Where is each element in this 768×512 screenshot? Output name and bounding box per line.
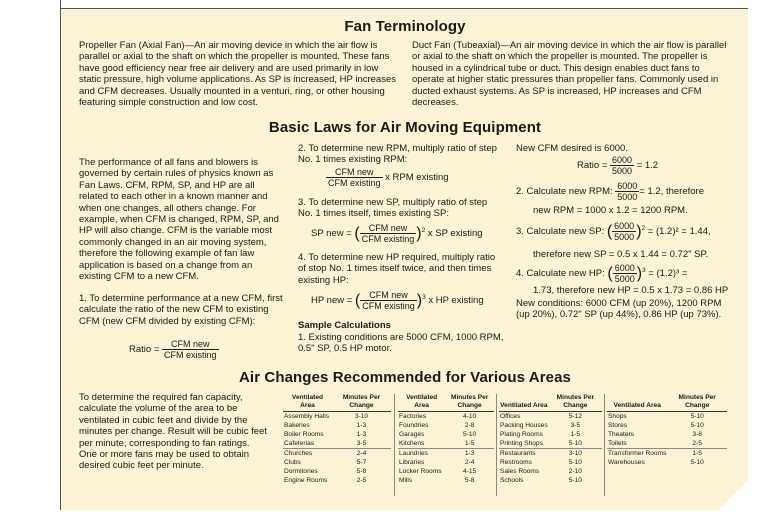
- fraction-denominator: CFM existing: [362, 301, 415, 311]
- table-row: [607, 421, 727, 430]
- minutes-cell: 1-3: [464, 450, 475, 457]
- number-fraction: [615, 181, 639, 202]
- table-row: [398, 449, 494, 459]
- paren-open: (: [607, 265, 613, 282]
- column-header-minutes: Minutes Per Change: [445, 394, 494, 412]
- duct-fan-text: Duct Fan (Tubeaxial)—An air moving device in which the air flow is parallel or axial to the shaft on which the propeller is mounted. The propeller is housed in a cylindrical tube or duct. This design enables duct fans to operate at higher static pressures than propeller fans. Commonly used in ducted exhaust systems. As SP is increased, HP increases and CFM decreases.: [412, 40, 727, 109]
- column-header-area: Ventilated Area: [398, 394, 445, 412]
- area-cell: Boiler Rooms: [284, 431, 324, 438]
- folded-corner: [718, 480, 748, 510]
- table-row: [499, 412, 602, 422]
- area-cell: Cafeterias: [283, 439, 332, 449]
- minutes-cell: 5-12: [568, 413, 582, 420]
- hp-formula: [311, 290, 484, 311]
- column-header-minutes: Minutes Per Change: [667, 394, 727, 412]
- area-cell: Assembly Halls: [284, 413, 330, 420]
- minutes-cell: 3-10: [354, 413, 369, 420]
- ratio-label: Ratio =: [129, 344, 160, 356]
- sp-formula-tail: x SP existing: [427, 228, 483, 240]
- ratio-formula: [129, 339, 219, 360]
- table-row: [398, 467, 494, 476]
- table-row: [499, 458, 602, 467]
- column-header-minutes: Minutes Per Change: [549, 394, 602, 412]
- table-row: [607, 439, 727, 449]
- law1-text: 1. To determine performance at a new CFM, first calculate the ratio of the new CFM to existing CFM (new CFM divided by existing CFM):: [79, 293, 283, 327]
- fraction-numerator: CFM new: [326, 167, 383, 178]
- minutes-cell: 5-8: [356, 468, 367, 475]
- sample-ratio-value: = 1.2: [636, 160, 659, 172]
- area-cell: Foundries: [399, 422, 429, 429]
- table-row: [607, 430, 727, 439]
- number-fraction: [612, 221, 636, 242]
- cfm-fraction: [360, 290, 417, 311]
- number-fraction: [610, 155, 634, 176]
- fraction-numerator: CFM new: [360, 223, 417, 234]
- exponent: 3: [422, 293, 426, 301]
- calc-hp-label: 4. Calculate new HP:: [516, 268, 605, 280]
- cfm-fraction: [162, 339, 219, 360]
- sample-step1-text: 1. Existing conditions are 5000 CFM, 1000 RPM, 0.5" SP, 0.5 HP motor.: [298, 332, 504, 355]
- fraction-denominator: 5000: [614, 232, 635, 242]
- table-row: [607, 458, 727, 467]
- calc-rpm-conclusion: new RPM = 1000 x 1.2 = 1200 RPM.: [533, 205, 688, 216]
- minutes-cell: 5-10: [690, 459, 704, 466]
- minutes-cell: 5-8: [464, 477, 475, 484]
- sp-formula: [311, 223, 483, 244]
- sp-new-label: SP new =: [311, 228, 352, 240]
- paren-close: ): [416, 225, 422, 242]
- table-header-row: [607, 394, 727, 412]
- calc-sp-label: 3. Calculate new SP:: [516, 226, 605, 238]
- area-cell: Theaters: [608, 431, 635, 438]
- table-header-row: [398, 394, 494, 412]
- fraction-numerator: 6000: [617, 181, 638, 191]
- fraction-numerator: CFM new: [162, 339, 219, 350]
- area-cell: Clubs: [284, 459, 301, 466]
- minutes-cell: 5-10: [463, 431, 477, 438]
- calc-hp-line: [516, 263, 687, 284]
- column-header-area: Ventilated Area: [499, 394, 549, 412]
- table-row: [283, 476, 391, 485]
- paren-open: (: [606, 223, 613, 240]
- minutes-cell: 2-5: [356, 477, 367, 484]
- column-header-minutes: Minutes Per Change: [332, 394, 391, 412]
- sample-ratio: [577, 155, 658, 176]
- table-row: [398, 412, 494, 422]
- minutes-cell: 5-10: [690, 422, 704, 429]
- table-row: [283, 467, 391, 476]
- area-cell: Transformer Rooms: [608, 450, 667, 457]
- table-row: [398, 476, 494, 485]
- table-row: [607, 412, 727, 422]
- area-cell: Printing Shops: [499, 439, 549, 449]
- table-header-row: [283, 394, 391, 412]
- table-row: [499, 439, 602, 449]
- area-cell: Stores: [608, 422, 628, 429]
- sample-calculations-heading: Sample Calculations: [298, 320, 391, 331]
- minutes-cell: 1-3: [356, 431, 367, 438]
- air-changes-table-col4: [607, 394, 727, 467]
- propeller-fan-text: Propeller Fan (Axial Fan)—An air moving device in which the air flow is parallel or axial to the shaft on which the propeller is mounted. These fans have good efficiency near free air delivery and are used primarily in low static pressure, high volume applications. As SP is increased, HP increases and CFM decreases. Usually mounted in a venturi, ring, or other housing featuring simple construction and low cost.: [79, 40, 397, 109]
- minutes-cell: 1-5: [692, 450, 702, 457]
- calc-rpm-label: 2. Calculate new RPM:: [516, 186, 613, 198]
- table-row: [499, 467, 602, 476]
- minutes-cell: 1-3: [356, 422, 367, 429]
- minutes-cell: 3-10: [568, 450, 582, 457]
- area-cell: Libraries: [399, 459, 425, 466]
- paren-open: (: [354, 225, 360, 242]
- area-cell: Garages: [399, 431, 425, 438]
- fraction-numerator: 6000: [612, 155, 633, 165]
- fraction-numerator: 6000: [614, 221, 635, 231]
- area-cell: Bakeries: [284, 422, 310, 429]
- minutes-cell: 5-10: [549, 439, 602, 449]
- paren-open: (: [354, 292, 361, 309]
- minutes-cell: 4-10: [463, 413, 477, 420]
- minutes-cell: 2-8: [464, 422, 475, 429]
- area-cell: Engine Rooms: [284, 477, 328, 484]
- new-cfm-desired: New CFM desired is 6000.: [516, 143, 628, 154]
- law4-text: 4. To determine new HP required, multiply ratio of stop No. 1 times itself twice, and then times existing HP:: [298, 252, 496, 286]
- minutes-cell: 1-5: [570, 431, 581, 438]
- table-row: [398, 430, 494, 439]
- top-rule: [60, 0, 61, 8]
- minutes-cell: 5-10: [568, 459, 582, 466]
- laws-intro-text: The performance of all fans and blowers is governed by certain rules of physics known as Fan Laws. CFM, RPM, SP, and HP are all related to each other in a known manner and when one changes, all others change. For example, when CFM is changed, RPM, SP, and HP will also change. CFM is the variable most commonly changed in an air moving system, therefore the following example of fan law application is based on a change from an existing CFM to a new CFM.: [79, 157, 279, 283]
- fraction-numerator: 6000: [614, 263, 635, 273]
- minutes-cell: 2-5: [667, 439, 727, 449]
- minutes-cell: 5-7: [356, 459, 367, 466]
- minutes-cell: 5-10: [690, 413, 704, 420]
- air-changes-title: Air Changes Recommended for Various Areas: [239, 369, 571, 386]
- area-cell: Churches: [284, 450, 313, 457]
- air-changes-intro: To determine the required fan capacity, calculate the volume of the area to be ventilated in cubic feet and divide by the minutes per change. Result will be cubic feet per minute, corresponding to fan ratings. One or more fans may be used to obtain desired cubic feet per minute.: [79, 392, 267, 472]
- column-header-area: Ventilated Area: [283, 394, 332, 412]
- fan-terminology-title: Fan Terminology: [344, 18, 466, 35]
- exponent: 2: [421, 226, 426, 234]
- area-cell: Locker Rooms: [399, 468, 442, 475]
- exponent: 2: [641, 224, 646, 232]
- fraction-denominator: CFM existing: [328, 178, 381, 188]
- calc-sp-line: [516, 221, 711, 242]
- sample-ratio-label: Ratio =: [577, 160, 608, 172]
- minutes-cell: 3-5: [332, 439, 391, 449]
- area-cell: Factories: [399, 413, 427, 420]
- table-row: [499, 476, 602, 485]
- fan-info-card: [60, 8, 748, 510]
- air-changes-table-col2: [398, 394, 494, 485]
- column-divider: [394, 394, 395, 496]
- hp-new-label: HP new =: [311, 295, 353, 307]
- minutes-cell: 5-10: [568, 477, 582, 484]
- fraction-denominator: CFM existing: [361, 234, 415, 244]
- table-row: [398, 439, 494, 449]
- area-cell: Laundries: [399, 450, 428, 457]
- minutes-cell: 4-15: [463, 468, 477, 475]
- exponent: 3: [642, 266, 646, 274]
- new-conditions-text: New conditions: 6000 CFM (up 20%), 1200 RPM (up 20%), 0.72" SP (up 44%), 0.86 HP (up 73%).: [516, 298, 722, 321]
- fraction-denominator: 5000: [617, 192, 638, 202]
- area-cell: Shops: [608, 413, 627, 420]
- table-row: [283, 449, 391, 459]
- area-cell: Restaurants: [500, 450, 536, 457]
- table-row: [499, 449, 602, 459]
- minutes-cell: 3-5: [570, 422, 581, 429]
- table-row: [283, 421, 391, 430]
- column-header-area: Ventilated Area: [607, 394, 667, 412]
- rpm-formula-tail: x RPM existing: [385, 172, 449, 184]
- rpm-formula: [326, 167, 449, 188]
- fraction-denominator: 5000: [614, 274, 635, 284]
- calc-hp-conclusion: 1.73, therefore new HP = 0.5 x 1.73 = 0.86 HP: [533, 285, 729, 296]
- fraction-denominator: 5000: [612, 166, 633, 176]
- minutes-cell: 2-4: [356, 450, 367, 457]
- calc-sp-result: = (1.2)² = 1.44,: [647, 226, 711, 238]
- area-cell: Plating Rooms: [500, 431, 543, 438]
- minutes-cell: 2-10: [568, 468, 582, 475]
- law3-text: 3. To determine new SP, multiply ratio of step No. 1 times itself, times existing SP:: [298, 197, 488, 220]
- table-row: [607, 449, 727, 459]
- cfm-fraction: [360, 223, 417, 244]
- minutes-cell: 1-5: [445, 439, 494, 449]
- calc-hp-result: = (1.2)³ =: [648, 268, 688, 280]
- calc-sp-conclusion: therefore new SP = 0.5 x 1.44 = 0.72" SP.: [533, 249, 709, 260]
- area-cell: Schools: [500, 477, 524, 484]
- column-divider: [496, 394, 497, 496]
- table-row: [499, 421, 602, 430]
- area-cell: Dormitories: [284, 468, 318, 475]
- table-row: [283, 412, 391, 422]
- air-changes-table-col1: [283, 394, 391, 485]
- table-row: [283, 430, 391, 439]
- paren-close: ): [416, 292, 423, 309]
- area-cell: Toilets: [607, 439, 667, 449]
- area-cell: Warehouses: [608, 459, 645, 466]
- area-cell: Sales Rooms: [500, 468, 540, 475]
- minutes-cell: 3-8: [692, 431, 702, 438]
- calc-rpm-line: [516, 181, 704, 202]
- paren-close: ): [636, 223, 642, 240]
- fraction-numerator: CFM new: [360, 290, 417, 301]
- hp-formula-tail: x HP existing: [428, 295, 484, 307]
- table-row: [398, 421, 494, 430]
- minutes-cell: 2-4: [464, 459, 475, 466]
- basic-laws-title: Basic Laws for Air Moving Equipment: [268, 119, 542, 136]
- cfm-fraction: [326, 167, 383, 188]
- area-cell: Kitchens: [398, 439, 445, 449]
- table-row: [398, 458, 494, 467]
- area-cell: Mills: [399, 477, 413, 484]
- law2-text: 2. To determine new RPM, multiply ratio of step No. 1 times existing RPM:: [298, 143, 497, 166]
- table-row: [499, 430, 602, 439]
- calc-rpm-result: = 1.2, therefore: [639, 186, 704, 198]
- area-cell: Packing Houses: [500, 422, 548, 429]
- column-divider: [604, 394, 605, 496]
- area-cell: Restrooms: [500, 459, 532, 466]
- area-cell: Offices: [500, 413, 521, 420]
- paren-close: ): [636, 265, 643, 282]
- table-row: [283, 458, 391, 467]
- table-row: [283, 439, 391, 449]
- fraction-denominator: CFM existing: [164, 350, 217, 360]
- air-changes-table-col3: [499, 394, 602, 485]
- table-header-row: [499, 394, 602, 412]
- number-fraction: [613, 263, 637, 284]
